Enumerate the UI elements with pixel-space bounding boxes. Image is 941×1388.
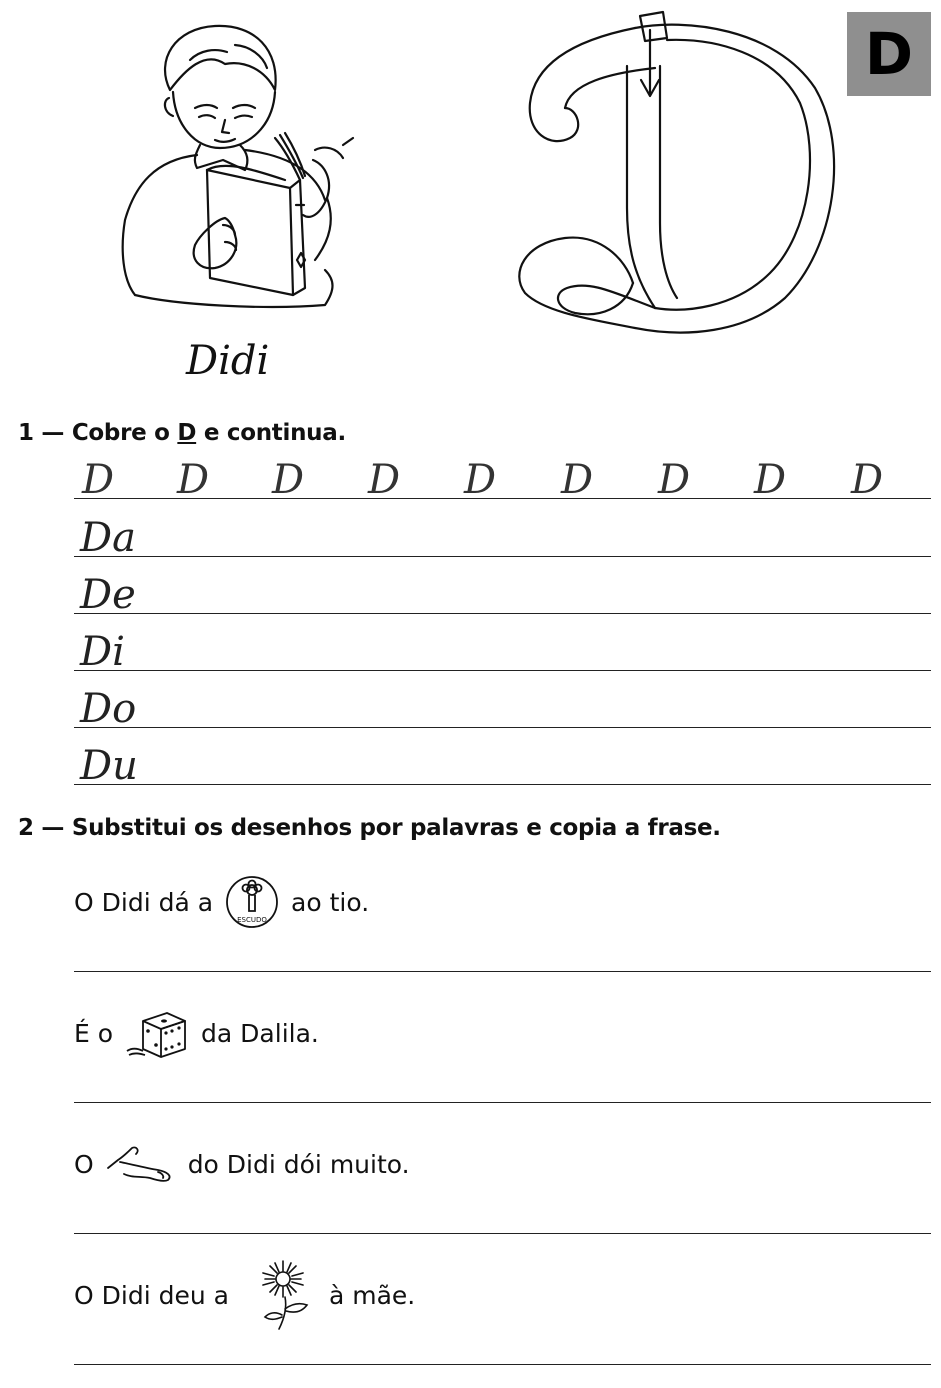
syllable: De <box>80 572 136 618</box>
writing-line <box>74 784 931 785</box>
coin-escudo-icon <box>225 875 279 929</box>
exercise-1-heading <box>18 420 346 446</box>
letter-d-tracing-guide <box>515 8 845 348</box>
badge-letter: D <box>864 20 914 88</box>
traced-letter: D <box>368 457 401 503</box>
sentence-1 <box>74 872 369 932</box>
traced-letter: D <box>561 457 594 503</box>
traced-letter: D <box>851 457 884 503</box>
traced-letter: D <box>272 457 305 503</box>
traced-letter: D <box>464 457 497 503</box>
sentence-text-before: O <box>74 1149 94 1179</box>
flower-icon <box>255 1257 315 1333</box>
answer-line-3[interactable] <box>74 1233 931 1234</box>
answer-line-4[interactable] <box>74 1364 931 1365</box>
tracing-row-de[interactable] <box>74 572 931 618</box>
exercise-1-instruction-letter: D <box>177 420 197 446</box>
traced-letter: D <box>82 457 115 503</box>
finger-icon <box>106 1142 176 1186</box>
writing-line <box>74 556 931 557</box>
syllable: Do <box>80 686 137 732</box>
answer-line-2[interactable] <box>74 1102 931 1103</box>
traced-letter: D <box>658 457 691 503</box>
tracing-row-da[interactable] <box>74 515 931 561</box>
sentence-text-after: ao tio. <box>291 887 370 917</box>
sentence-2 <box>74 1003 319 1063</box>
traced-letter: D <box>754 457 787 503</box>
tracing-row-di[interactable] <box>74 629 931 675</box>
writing-line <box>74 613 931 614</box>
character-name: Didi <box>186 338 270 384</box>
writing-line <box>74 727 931 728</box>
sentence-text-before: É o <box>74 1018 114 1048</box>
tracing-row-do[interactable] <box>74 686 931 732</box>
writing-line <box>74 670 931 671</box>
exercise-1-number: 1 — <box>18 420 65 446</box>
sentence-3 <box>74 1134 410 1194</box>
syllable: Di <box>80 629 125 675</box>
exercise-1-instruction-post: e continua. <box>203 420 346 446</box>
sentence-text-after: do Didi dói muito. <box>187 1149 410 1179</box>
letter-badge <box>847 12 931 96</box>
sentence-4 <box>74 1255 415 1335</box>
tracing-row-d[interactable] <box>74 457 931 503</box>
sentence-text-before: O Didi dá a <box>74 887 214 917</box>
syllable: Du <box>80 743 138 789</box>
tracing-row-du[interactable] <box>74 743 931 789</box>
coin-text: ESCUDO <box>237 916 267 924</box>
exercise-1-instruction-pre: Cobre o <box>71 420 170 446</box>
sentence-text-after: da Dalila. <box>201 1018 319 1048</box>
boy-reading-illustration <box>115 20 365 320</box>
sentence-text-before: O Didi deu a <box>74 1280 229 1310</box>
syllable: Da <box>80 515 136 561</box>
sentence-text-after: à mãe. <box>328 1280 416 1310</box>
dice-icon <box>125 1005 189 1061</box>
answer-line-1[interactable] <box>74 971 931 972</box>
exercise-2-heading: 2 — Substitui os desenhos por palavras e copia a frase. <box>18 815 721 841</box>
traced-letter: D <box>177 457 210 503</box>
